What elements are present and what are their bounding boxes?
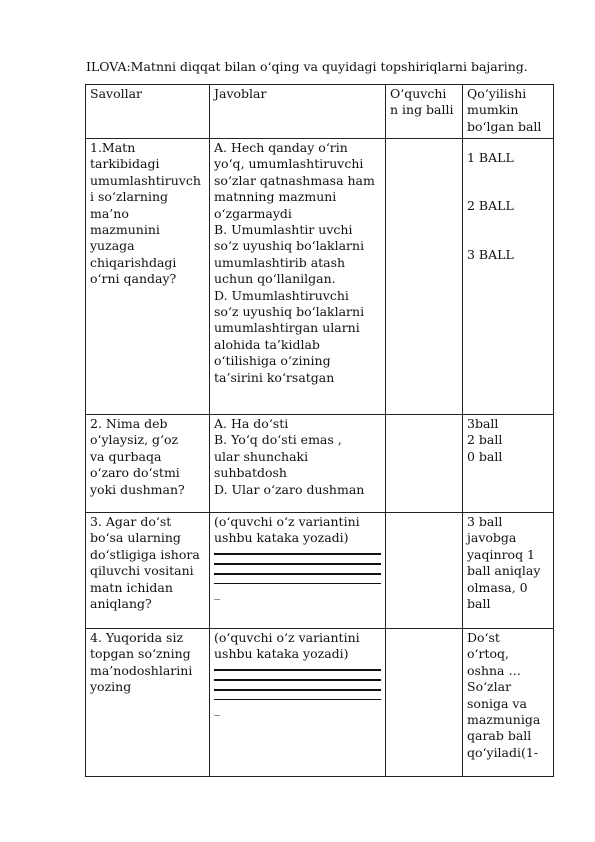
header-possible-score: Qo‘yilishi mumkin bo‘lgan ball (463, 85, 554, 139)
write-line (214, 567, 381, 575)
points-cell: 1 BALL 2 BALL 3 BALL (463, 139, 554, 415)
student-score-cell[interactable] (386, 513, 463, 629)
student-score-cell[interactable] (386, 415, 463, 513)
table-row (86, 415, 554, 513)
points-cell: Do‘st o‘rtoq, oshna … So‘zlar soniga va mazmuniga qarab ball qo‘yiladi(1- (463, 629, 554, 777)
student-score-cell[interactable] (386, 629, 463, 777)
write-line (214, 547, 381, 555)
assessment-table (85, 84, 554, 777)
question-cell: 3. Agar do‘st bo‘sa ularning do‘stligiga ishora qiluvchi vositani matn ichidan aniqlang? (86, 513, 210, 629)
header-questions: Savollar (86, 85, 210, 139)
points-cell: 3ball 2 ball 0 ball (463, 415, 554, 513)
table-row (86, 629, 554, 777)
header-answers: Javoblar (210, 85, 386, 139)
write-line (214, 663, 381, 671)
question-cell: 2. Nima deb o‘ylaysiz, g‘oz va qurbaqa o‘zaro do‘stmi yoki dushman? (86, 415, 210, 513)
header-student-score: O‘quvchi n ing balli (386, 85, 463, 139)
answer-cell[interactable]: (o‘quvchi o‘z variantini ushbu kataka yozadi) _ (210, 513, 386, 629)
write-line (214, 683, 381, 691)
appendix-caption: ILOVA:Matnni diqqat bilan o‘qing va quyidagi topshiriqlarni bajaring. (86, 59, 528, 74)
write-line (214, 577, 381, 584)
student-score-cell[interactable] (386, 139, 463, 415)
question-cell: 4. Yuqorida siz topgan so‘zning ma’nodoshlarini yozing (86, 629, 210, 777)
write-line (214, 673, 381, 681)
table-row (86, 139, 554, 415)
table-row (86, 513, 554, 629)
table-header-row (86, 85, 554, 139)
answer-cell: A. Ha do‘sti B. Yo‘q do‘sti emas , ular shunchaki suhbatdosh D. Ular o‘zaro dushman (210, 415, 386, 513)
points-cell: 3 ball javobga yaqinroq 1 ball aniqlay olmasa, 0 ball (463, 513, 554, 629)
answer-cell: A. Hech qanday o‘rin yo‘q, umumlashtiruvchi so‘zlar qatnashmasa ham matnning mazmuni o‘zgarmaydi B. Umumlashtir uvchi so‘z uyushiq bo‘laklarni umumlashtirib atash uchun qo‘llanilgan. D. Umumlashtiruvchi so‘z uyushiq bo‘laklarni umumlashtirgan ularni alohida ta’kidlab o‘tilishiga o‘zining ta’sirini ko‘rsatgan (210, 139, 386, 415)
write-line (214, 693, 381, 700)
question-cell: 1.Matn tarkibidagi umumlashtiruvch i so‘zlarning ma’no mazmunini yuzaga chiqarishdagi o‘rni qanday? (86, 139, 210, 415)
answer-cell[interactable]: (o‘quvchi o‘z variantini ushbu kataka yozadi) _ (210, 629, 386, 777)
write-line (214, 557, 381, 565)
